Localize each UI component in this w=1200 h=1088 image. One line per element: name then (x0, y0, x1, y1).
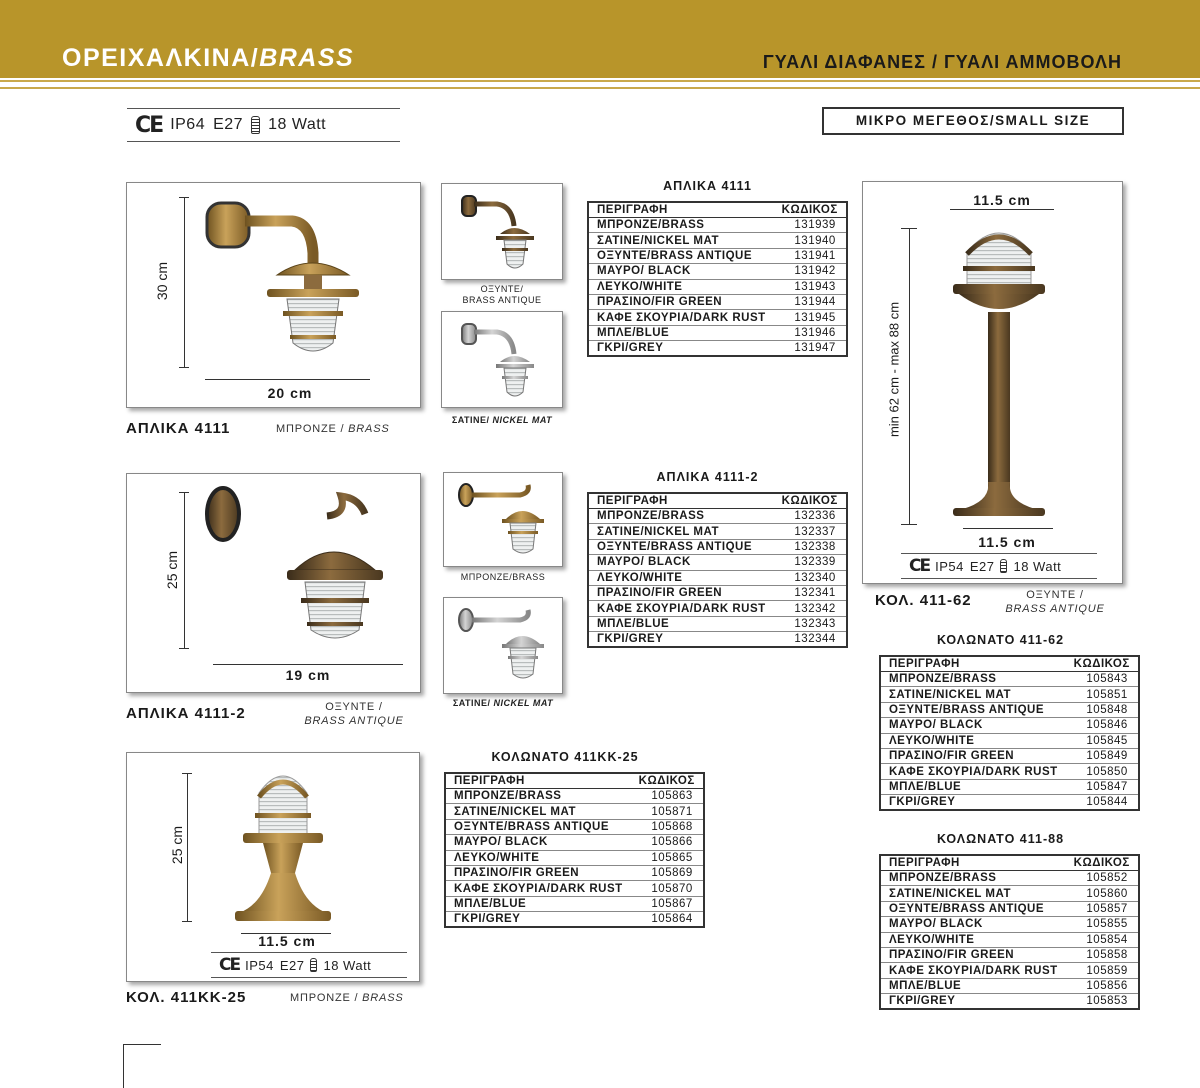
table-row (880, 779, 1139, 794)
ip-rating: IP64 (170, 116, 206, 133)
row-description: ΟΞΥΝΤΕ/BRASS ANTIQUE (880, 901, 1066, 916)
row-code: 132336 (774, 509, 847, 524)
ce-mark-icon: CE (135, 112, 163, 138)
spec-strip (901, 553, 1097, 579)
row-code: 131947 (774, 341, 847, 357)
table-row (588, 233, 847, 248)
row-description: ΣΑΤΙΝΕ/NICKEL MAT (445, 804, 631, 819)
row-description: ΚΑΦΕ ΣΚΟΥΡΙΑ/DARK RUST (588, 601, 774, 616)
table-row (880, 994, 1139, 1010)
code-table (587, 492, 848, 648)
row-code: 132340 (774, 570, 847, 585)
table-title: ΚΟΛΩΝΑΤΟ 411-62 (936, 633, 1065, 647)
bulb-icon (251, 116, 260, 134)
table-row (445, 850, 704, 865)
code-table (444, 772, 705, 928)
product-name: ΑΠΛΙΚΑ 4111 (126, 420, 231, 437)
row-code: 105843 (1066, 672, 1139, 687)
row-code: 131944 (774, 294, 847, 309)
wattage: 18 Watt (323, 957, 372, 973)
ip-rating: IP54 (935, 558, 964, 574)
height-dimension-line (184, 197, 185, 367)
height-label: min 62 cm - max 88 cm (886, 301, 902, 438)
thumb-caption: ΜΠΡΟΝΖΕ/BRASS (460, 572, 546, 582)
title-greek: ΟΡΕΙΧΑΛΚΙΝΑ/ (62, 44, 260, 72)
product-finish: ΜΠΡΟΝΖΕ / BRASS (276, 423, 390, 435)
table-row (588, 218, 847, 233)
col-code: ΚΩΔΙΚΟΣ (774, 202, 847, 218)
row-code: 105849 (1066, 748, 1139, 763)
table-row (588, 248, 847, 263)
spec-strip (127, 108, 400, 142)
table-title: ΑΠΛΙΚΑ 4111 (663, 179, 752, 193)
table-row (880, 947, 1139, 962)
table-row (880, 687, 1139, 702)
ce-mark-icon: CE (219, 955, 240, 975)
row-description: ΛΕΥΚΟ/WHITE (588, 279, 774, 294)
row-description: ΜΑΥΡΟ/ BLACK (880, 718, 1066, 733)
row-description: ΠΡΑΣΙΝΟ/FIR GREEN (880, 947, 1066, 962)
row-code: 105868 (631, 819, 704, 834)
row-code: 105866 (631, 835, 704, 850)
thumb-caption: ΣΑΤΙΝΕ/ NICKEL MAT (452, 698, 554, 708)
row-code: 131941 (774, 248, 847, 263)
header-bar (0, 0, 1200, 78)
col-code: ΚΩΔΙΚΟΣ (631, 773, 704, 789)
table-row (445, 896, 704, 911)
row-code: 105845 (1066, 733, 1139, 748)
code-table (879, 655, 1140, 811)
col-description: ΠΕΡΙΓΡΑΦΗ (880, 855, 1066, 871)
table-row (588, 264, 847, 279)
table-row (880, 718, 1139, 733)
table-row (880, 871, 1139, 886)
row-code: 131940 (774, 233, 847, 248)
row-description: ΓΚΡΙ/GREY (588, 632, 774, 648)
table-row (588, 294, 847, 309)
socket-type: E27 (213, 116, 244, 133)
socket-type: E27 (969, 558, 995, 574)
row-description: ΛΕΥΚΟ/WHITE (880, 733, 1066, 748)
table-row (588, 555, 847, 570)
row-code: 105871 (631, 804, 704, 819)
row-code: 105853 (1066, 994, 1139, 1010)
row-code: 132343 (774, 616, 847, 631)
ip-rating: IP54 (245, 957, 274, 973)
table-header-row (588, 493, 847, 509)
thumb-caption: ΟΞΥΝΤΕ/ BRASS ANTIQUE (462, 284, 542, 305)
product-name: ΚΟΛ. 411-62 (875, 592, 972, 609)
table-row (880, 795, 1139, 811)
row-code: 132342 (774, 601, 847, 616)
table-row (880, 932, 1139, 947)
header-divider (0, 80, 1200, 89)
table-row (445, 819, 704, 834)
row-code: 132338 (774, 539, 847, 554)
row-description: ΜΠΡΟΝΖΕ/BRASS (588, 218, 774, 233)
table-row (880, 672, 1139, 687)
col-code: ΚΩΔΙΚΟΣ (1066, 656, 1139, 672)
bulb-icon (310, 958, 317, 972)
bulb-icon (1000, 559, 1007, 573)
table-row (445, 804, 704, 819)
col-code: ΚΩΔΙΚΟΣ (774, 493, 847, 509)
top-width-label: 11.5 cm (973, 192, 1031, 208)
table-row (880, 702, 1139, 717)
product-photo-4111 (126, 182, 421, 408)
thumb-brass-antique (441, 183, 563, 280)
row-code: 132337 (774, 524, 847, 539)
row-description: ΚΑΦΕ ΣΚΟΥΡΙΑ/DARK RUST (445, 881, 631, 896)
row-code: 132341 (774, 585, 847, 600)
page-title (62, 44, 354, 73)
table-row (880, 978, 1139, 993)
table-row (445, 912, 704, 928)
row-description: ΜΠΛΕ/BLUE (588, 325, 774, 340)
table-title: ΚΟΛΩΝΑΤΟ 411-88 (936, 832, 1065, 846)
width-dimension-line (213, 664, 403, 665)
row-code: 105851 (1066, 687, 1139, 702)
table-row (588, 509, 847, 524)
col-description: ΠΕΡΙΓΡΑΦΗ (445, 773, 631, 789)
spec-strip (211, 952, 407, 978)
row-code: 105856 (1066, 978, 1139, 993)
product-finish: ΟΞΥΝΤΕ / BRASS ANTIQUE (304, 701, 404, 727)
table-row (445, 881, 704, 896)
row-code: 105865 (631, 850, 704, 865)
row-description: ΓΚΡΙ/GREY (588, 341, 774, 357)
row-code: 105858 (1066, 947, 1139, 962)
row-description: ΜΠΡΟΝΖΕ/BRASS (588, 509, 774, 524)
table-row (588, 616, 847, 631)
col-code: ΚΩΔΙΚΟΣ (1066, 855, 1139, 871)
thumb-nickel-mat (441, 311, 563, 408)
table-header-row (880, 656, 1139, 672)
row-code: 105867 (631, 896, 704, 911)
wattage: 18 Watt (268, 116, 327, 133)
row-code: 105852 (1066, 871, 1139, 886)
row-description: ΣΑΤΙΝΕ/NICKEL MAT (588, 524, 774, 539)
row-description: ΜΠΡΟΝΖΕ/BRASS (880, 672, 1066, 687)
table-header-row (880, 855, 1139, 871)
row-description: ΚΑΦΕ ΣΚΟΥΡΙΑ/DARK RUST (588, 310, 774, 325)
row-description: ΚΑΦΕ ΣΚΟΥΡΙΑ/DARK RUST (880, 963, 1066, 978)
row-description: ΜΠΛΕ/BLUE (445, 896, 631, 911)
thumb-brass (443, 472, 563, 567)
table-row (880, 748, 1139, 763)
thumb-nickel-mat (443, 597, 563, 694)
row-code: 105857 (1066, 901, 1139, 916)
product-name: ΑΠΛΙΚΑ 4111-2 (126, 705, 246, 722)
row-code: 132344 (774, 632, 847, 648)
height-label: 25 cm (164, 550, 180, 590)
height-label: 25 cm (169, 825, 185, 865)
col-description: ΠΕΡΙΓΡΑΦΗ (588, 202, 774, 218)
row-description: ΚΑΦΕ ΣΚΟΥΡΙΑ/DARK RUST (880, 764, 1066, 779)
row-code: 105848 (1066, 702, 1139, 717)
row-description: ΠΡΑΣΙΝΟ/FIR GREEN (588, 294, 774, 309)
row-description: ΜΑΥΡΟ/ BLACK (880, 917, 1066, 932)
table-row (880, 963, 1139, 978)
row-description: ΜΠΛΕ/BLUE (588, 616, 774, 631)
row-description: ΓΚΡΙ/GREY (880, 795, 1066, 811)
row-description: ΛΕΥΚΟ/WHITE (588, 570, 774, 585)
row-code: 105844 (1066, 795, 1139, 811)
product-photo-4111-2 (126, 473, 421, 693)
row-description: ΜΠΡΟΝΖΕ/BRASS (445, 789, 631, 804)
row-code: 105850 (1066, 764, 1139, 779)
row-description: ΜΠΡΟΝΖΕ/BRASS (880, 871, 1066, 886)
height-dimension-line (184, 492, 185, 648)
table-row (880, 886, 1139, 901)
row-code: 105869 (631, 865, 704, 880)
table-row (880, 917, 1139, 932)
row-description: ΜΠΛΕ/BLUE (880, 779, 1066, 794)
row-code: 105863 (631, 789, 704, 804)
table-row (588, 632, 847, 648)
row-code: 131939 (774, 218, 847, 233)
height-dimension-line (909, 228, 910, 524)
table-row (588, 601, 847, 616)
page-subtitle: ΓΥΑΛΙ ΔΙΑΦΑΝΕΣ / ΓΥΑΛΙ ΑΜΜΟΒΟΛΗ (762, 52, 1122, 72)
table-row (445, 789, 704, 804)
thumb-caption: ΣΑΤΙΝΕ/ NICKEL MAT (451, 415, 553, 425)
height-dimension-line (187, 773, 188, 921)
table-title: ΚΟΛΩΝΑΤΟ 411KK-25 (491, 750, 639, 764)
row-description: ΣΑΤΙΝΕ/NICKEL MAT (880, 886, 1066, 901)
code-table (879, 854, 1140, 1010)
row-description: ΣΑΤΙΝΕ/NICKEL MAT (588, 233, 774, 248)
row-code: 105870 (631, 881, 704, 896)
table-header-row (588, 202, 847, 218)
row-code: 132339 (774, 555, 847, 570)
product-finish: ΜΠΡΟΝΖΕ / BRASS (290, 992, 404, 1004)
col-description: ΠΕΡΙΓΡΑΦΗ (588, 493, 774, 509)
row-code: 105859 (1066, 963, 1139, 978)
row-description: ΜΑΥΡΟ/ BLACK (588, 555, 774, 570)
size-label: ΜΙΚΡΟ ΜΕΓΕΘΟΣ/SMALL SIZE (822, 107, 1124, 135)
wattage: 18 Watt (1013, 558, 1062, 574)
width-label: 20 cm (267, 385, 313, 401)
row-code: 105854 (1066, 932, 1139, 947)
row-code: 131943 (774, 279, 847, 294)
row-description: ΠΡΑΣΙΝΟ/FIR GREEN (880, 748, 1066, 763)
product-finish: ΟΞΥΝΤΕ / BRASS ANTIQUE (1005, 589, 1105, 615)
width-label: 19 cm (285, 667, 331, 683)
row-code: 131945 (774, 310, 847, 325)
row-description: ΠΡΑΣΙΝΟ/FIR GREEN (588, 585, 774, 600)
row-code: 105864 (631, 912, 704, 928)
ce-mark-icon: CE (909, 556, 930, 576)
table-row (880, 901, 1139, 916)
row-code: 131946 (774, 325, 847, 340)
row-description: ΓΚΡΙ/GREY (445, 912, 631, 928)
row-code: 105846 (1066, 718, 1139, 733)
row-description: ΜΠΛΕ/BLUE (880, 978, 1066, 993)
row-description: ΟΞΥΝΤΕ/BRASS ANTIQUE (445, 819, 631, 834)
table-row (588, 570, 847, 585)
bottom-width-dimension-line (963, 528, 1053, 529)
table-row (588, 539, 847, 554)
table-row (445, 835, 704, 850)
row-description: ΜΑΥΡΟ/ BLACK (588, 264, 774, 279)
height-label: 30 cm (154, 261, 170, 301)
bottom-width-label: 11.5 cm (978, 534, 1036, 550)
title-english: BRASS (259, 44, 355, 72)
table-row (588, 279, 847, 294)
product-photo-411kk-25 (126, 752, 420, 982)
table-row (880, 733, 1139, 748)
row-description: ΛΕΥΚΟ/WHITE (880, 932, 1066, 947)
table-row (588, 325, 847, 340)
socket-type: E27 (279, 957, 305, 973)
table-row (445, 865, 704, 880)
table-row (588, 524, 847, 539)
product-photo-411-62 (862, 181, 1123, 584)
table-row (588, 310, 847, 325)
row-code: 105847 (1066, 779, 1139, 794)
row-description: ΜΑΥΡΟ/ BLACK (445, 835, 631, 850)
code-table (587, 201, 848, 357)
width-dimension-line (205, 379, 370, 380)
wall-lamp-drawing (127, 183, 421, 408)
row-description: ΓΚΡΙ/GREY (880, 994, 1066, 1010)
table-header-row (445, 773, 704, 789)
row-description: ΟΞΥΝΤΕ/BRASS ANTIQUE (880, 702, 1066, 717)
top-width-dimension-line (950, 209, 1054, 210)
table-row (880, 764, 1139, 779)
col-description: ΠΕΡΙΓΡΑΦΗ (880, 656, 1066, 672)
table-row (588, 585, 847, 600)
row-code: 131942 (774, 264, 847, 279)
crop-mark (123, 1044, 161, 1088)
row-code: 105855 (1066, 917, 1139, 932)
row-description: ΣΑΤΙΝΕ/NICKEL MAT (880, 687, 1066, 702)
table-title: ΑΠΛΙΚΑ 4111-2 (656, 470, 759, 484)
product-name: ΚΟΛ. 411KK-25 (126, 989, 247, 1006)
table-row (588, 341, 847, 357)
row-description: ΛΕΥΚΟ/WHITE (445, 850, 631, 865)
row-description: ΠΡΑΣΙΝΟ/FIR GREEN (445, 865, 631, 880)
row-description: ΟΞΥΝΤΕ/BRASS ANTIQUE (588, 248, 774, 263)
width-label: 11.5 cm (258, 933, 316, 949)
row-description: ΟΞΥΝΤΕ/BRASS ANTIQUE (588, 539, 774, 554)
row-code: 105860 (1066, 886, 1139, 901)
